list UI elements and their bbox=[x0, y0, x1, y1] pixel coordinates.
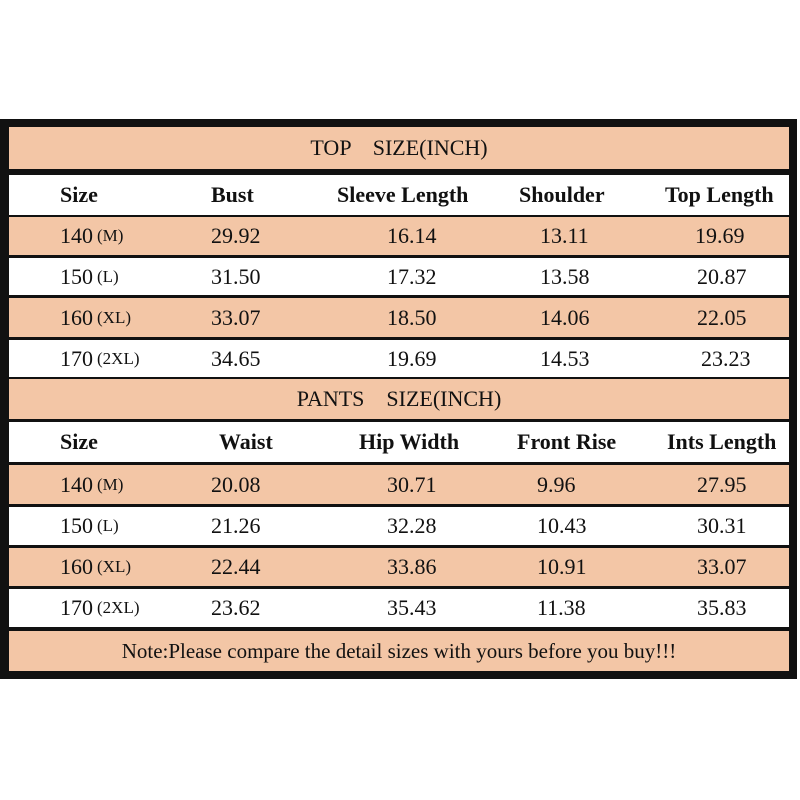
size-number: 170 bbox=[60, 595, 93, 620]
hip-width-cell: 32.28 bbox=[387, 513, 437, 538]
pants-title-text: PANTS SIZE(INCH) bbox=[296, 386, 502, 411]
size-cell bbox=[60, 548, 131, 586]
front-rise-cell: 10.91 bbox=[537, 554, 587, 579]
hip-width-cell: 33.86 bbox=[387, 554, 437, 579]
sleeve-length-cell: 16.14 bbox=[387, 223, 437, 248]
note-row bbox=[9, 631, 789, 671]
size-label: (L) bbox=[97, 516, 119, 535]
bust-cell: 33.07 bbox=[211, 304, 261, 330]
front-rise-cell: 9.96 bbox=[537, 471, 576, 497]
waist-cell: 22.44 bbox=[211, 554, 261, 579]
hip-width-cell: 30.71 bbox=[387, 471, 437, 497]
size-cell bbox=[60, 589, 139, 627]
size-label: (L) bbox=[97, 266, 119, 286]
size-cell bbox=[60, 298, 131, 337]
pants-header-waist: Waist bbox=[219, 429, 273, 454]
size-label: (XL) bbox=[97, 307, 131, 327]
top-length-cell: 19.69 bbox=[695, 223, 745, 248]
sleeve-length-cell: 19.69 bbox=[387, 345, 437, 371]
pants-header-front-rise: Front Rise bbox=[517, 429, 617, 454]
table-row bbox=[9, 258, 789, 295]
pants-header-row bbox=[9, 422, 789, 462]
size-number: 170 bbox=[60, 345, 93, 371]
top-length-cell: 22.05 bbox=[697, 304, 747, 330]
shoulder-cell: 14.06 bbox=[540, 304, 590, 330]
bust-cell: 31.50 bbox=[211, 263, 261, 289]
size-number: 150 bbox=[60, 263, 93, 289]
top-header-shoulder: Shoulder bbox=[519, 182, 605, 207]
table-row bbox=[9, 298, 789, 337]
top-length-cell: 23.23 bbox=[701, 345, 751, 371]
pants-header-size: Size bbox=[60, 429, 98, 454]
size-number: 160 bbox=[60, 304, 93, 330]
size-number: 140 bbox=[60, 471, 93, 497]
size-label: (M) bbox=[97, 474, 124, 494]
waist-cell: 20.08 bbox=[211, 471, 261, 497]
top-section-title bbox=[9, 127, 789, 169]
sleeve-length-cell: 17.32 bbox=[387, 263, 437, 289]
top-title-text: TOP SIZE(INCH) bbox=[310, 135, 488, 160]
top-header-size: Size bbox=[60, 182, 98, 207]
waist-cell: 23.62 bbox=[211, 595, 261, 620]
size-cell bbox=[60, 217, 123, 255]
size-cell bbox=[60, 465, 123, 504]
size-cell bbox=[60, 258, 119, 295]
shoulder-cell: 14.53 bbox=[540, 345, 590, 371]
front-rise-cell: 11.38 bbox=[537, 595, 586, 620]
table-row bbox=[9, 507, 789, 545]
waist-cell: 21.26 bbox=[211, 513, 261, 538]
size-label: (2XL) bbox=[97, 598, 140, 617]
bust-cell: 29.92 bbox=[211, 223, 261, 248]
pants-section-title bbox=[9, 379, 789, 419]
top-header-bust: Bust bbox=[211, 182, 254, 207]
ints-length-cell: 35.83 bbox=[697, 595, 747, 620]
table-row bbox=[9, 589, 789, 627]
size-label: (M) bbox=[97, 226, 124, 245]
top-header-top-length: Top Length bbox=[665, 182, 774, 207]
size-chart bbox=[0, 119, 797, 679]
front-rise-cell: 10.43 bbox=[537, 513, 587, 538]
note-text: Note:Please compare the detail sizes with yours before you buy!!! bbox=[121, 638, 677, 663]
table-row bbox=[9, 217, 789, 255]
top-header-sleeve-length: Sleeve Length bbox=[337, 182, 469, 207]
hip-width-cell: 35.43 bbox=[387, 595, 437, 620]
size-label: (2XL) bbox=[97, 348, 140, 368]
top-length-cell: 20.87 bbox=[697, 263, 747, 289]
size-label: (XL) bbox=[97, 557, 131, 576]
sleeve-length-cell: 18.50 bbox=[387, 304, 437, 330]
pants-header-ints-length: Ints Length bbox=[667, 429, 777, 454]
shoulder-cell: 13.11 bbox=[540, 223, 589, 248]
size-number: 160 bbox=[60, 554, 93, 579]
size-number: 150 bbox=[60, 513, 93, 538]
pants-header-hip-width: Hip Width bbox=[359, 429, 460, 454]
size-cell bbox=[60, 340, 139, 377]
table-row bbox=[9, 340, 789, 377]
ints-length-cell: 30.31 bbox=[697, 513, 747, 538]
size-cell bbox=[60, 507, 119, 545]
table-row bbox=[9, 548, 789, 586]
shoulder-cell: 13.58 bbox=[540, 263, 590, 289]
bust-cell: 34.65 bbox=[211, 345, 261, 371]
ints-length-cell: 33.07 bbox=[697, 554, 747, 579]
ints-length-cell: 27.95 bbox=[697, 471, 747, 497]
top-header-row bbox=[9, 175, 789, 215]
table-row bbox=[9, 465, 789, 504]
size-number: 140 bbox=[60, 223, 93, 248]
